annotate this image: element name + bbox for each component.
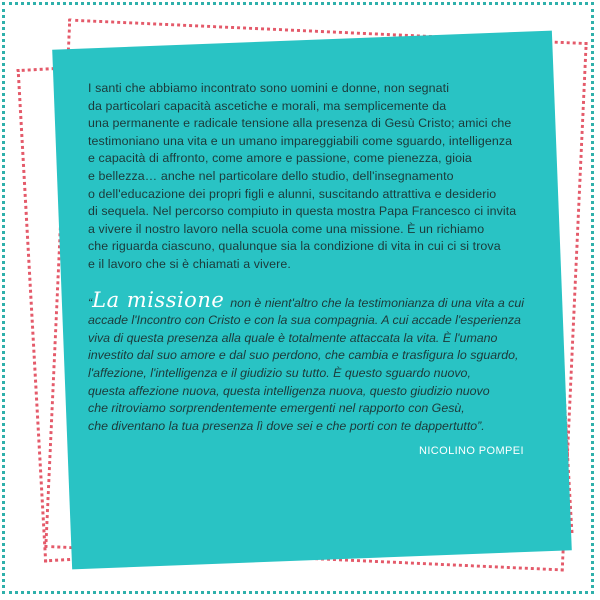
quote-body: non è nient'altro che la testimonianza di una vita a cui accade l'Incontro con Cristo e con la sua compagnia. A cui accade l'esperienza viva di questa presenza alla quale è totalmente attaccata la vita. È l'umano investito dal suo amore e dal suo perdono, che cambia e trasfigura lo sguardo, l'affezione, l'intelligenza e il giudizio su tutto. È questo sguardo nuovo, questa affezione nuova, questa intelligenza nuova, questo giudizio nuovo che ritroviamo sorprendentemente emergenti nel rapporto con Gesù, che diventano la tua presenza lì dove sei e che porti con te dappertutto”. [88,295,525,433]
quote-block [88,287,538,436]
intro-paragraph: I santi che abbiamo incontrato sono uomini e donne, non segnati da particolari capacità ascetiche e morali, ma semplicemente da una permanente e radicale tensione alla presenza di Gesù Cristo; amici che testimoniano una vita e un umano impareggiabili come sguardo, intelligenza e capacità di affronto, come amore e passione, come pienezza, gioia e bellezza… anche nel particolare dello studio, dell'insegnamento o dell'educazione dei propri figli e alunni, suscitando attrattiva e desiderio di sequela. Nel percorso compiuto in questa mostra Papa Francesco ci invita a vivere il nostro lavoro nella scuola come una missione. È un richiamo che riguarda ciascuno, qualunque sia la condizione di vita in cui ci si trova e il lavoro che si è chiamati a vivere. [88,81,517,271]
quote-title: La missione [92,287,225,312]
quote-open-mark: “ [88,295,93,310]
text-block [88,80,538,461]
author-name: NICOLINO POMPEI [418,445,524,458]
